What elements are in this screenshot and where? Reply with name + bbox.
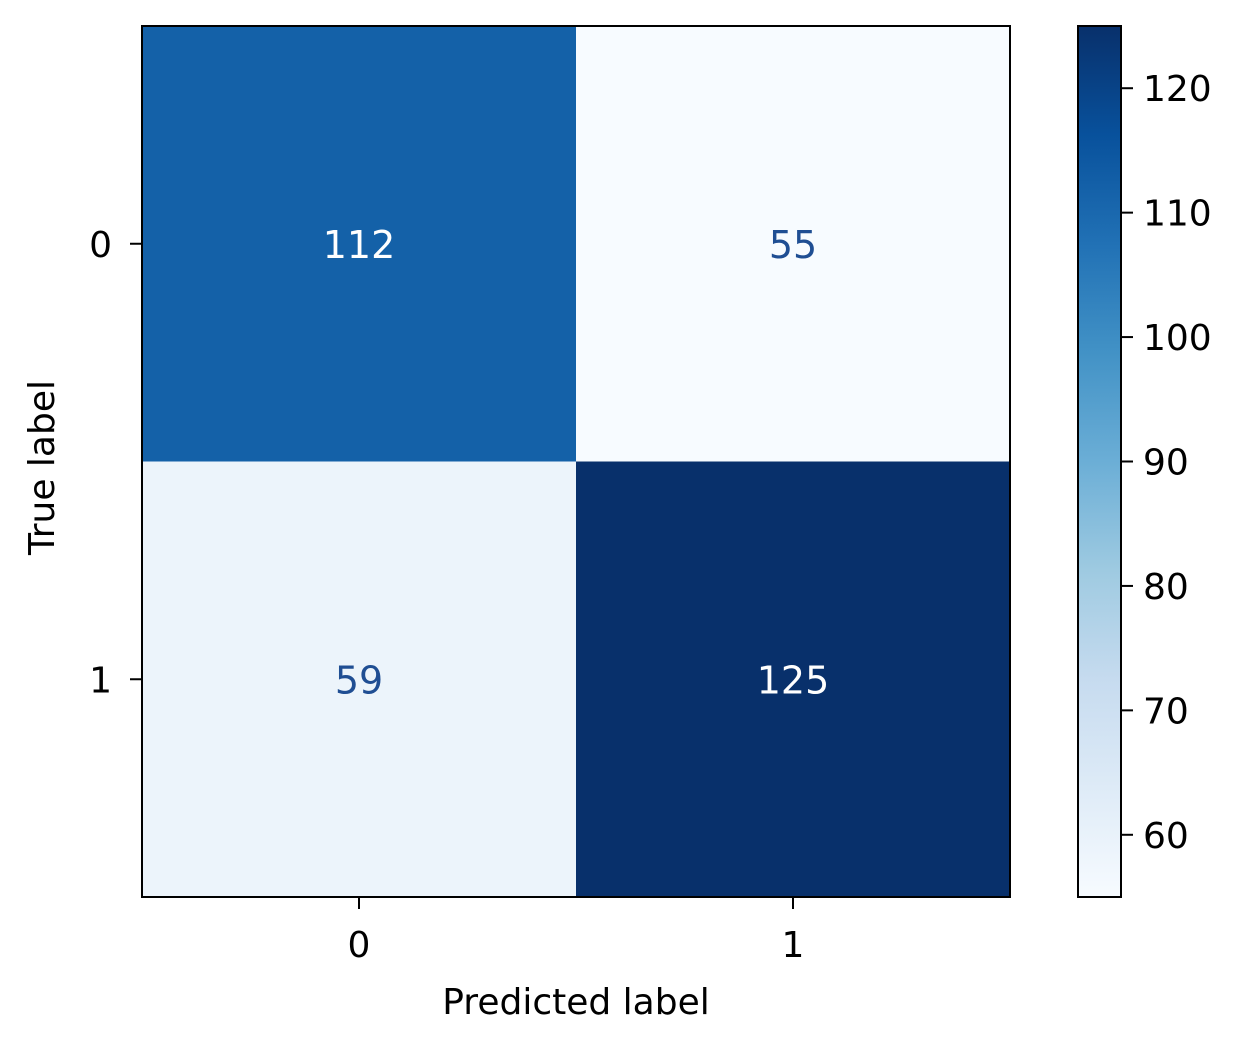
x-axis-label: Predicted label [442,982,710,1023]
x-tick-label-0: 0 [347,925,371,966]
colorbar-tick-label-70: 70 [1143,691,1189,733]
colorbar-tick-label-100: 100 [1143,318,1212,360]
colorbar-tick-label-60: 60 [1143,815,1189,857]
colorbar-tick-label-110: 110 [1143,193,1212,235]
colorbar-tick-label-90: 90 [1143,442,1189,484]
heatmap-cells [142,26,1010,897]
cell-value-r1-c0: 59 [334,658,384,703]
colorbar-tick-label-80: 80 [1143,566,1189,608]
y-axis-label: True label [22,380,63,555]
y-tick-label-0: 0 [89,224,112,266]
cell-value-r0-c0: 112 [322,222,396,267]
colorbar-ticks [1121,69,1212,857]
colorbar-tick-label-120: 120 [1143,69,1212,111]
cell-value-r0-c1: 55 [768,222,818,267]
x-axis-ticks [348,897,805,966]
y-axis-ticks [89,225,142,702]
y-tick-label-1: 1 [89,660,112,702]
cell-value-r1-c1: 125 [756,658,830,703]
x-tick-label-1: 1 [781,925,805,966]
colorbar [1078,26,1121,897]
